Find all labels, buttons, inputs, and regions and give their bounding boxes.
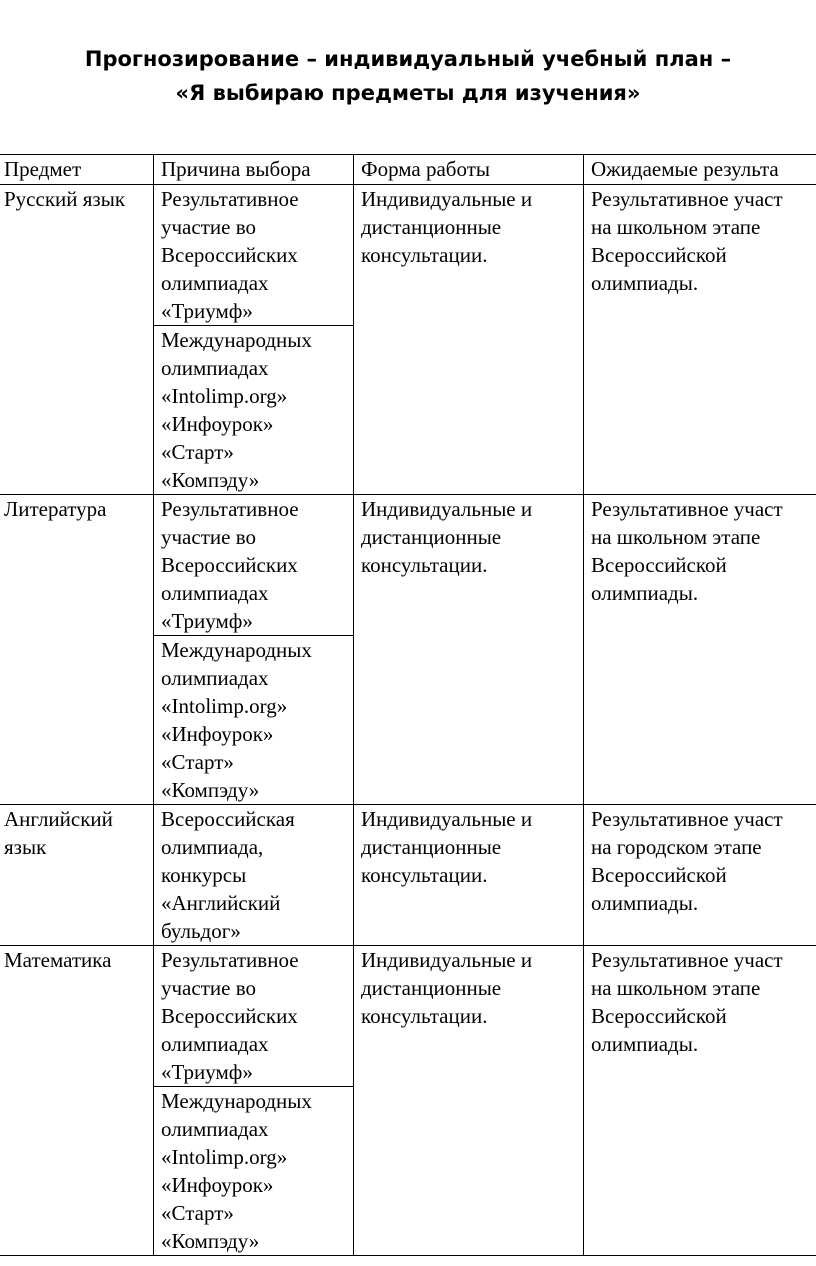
- document-title-line-1: Прогнозирование – индивидуальный учебный план –: [84, 47, 732, 71]
- header-result: Ожидаемые результа: [584, 155, 816, 185]
- result-cell: Результативное участ на школьном этапе Всероссийской олимпиады.: [584, 495, 816, 805]
- document-title-line-2: «Я выбираю предметы для изучения»: [175, 81, 641, 105]
- table-row: [0, 946, 816, 1087]
- reason-cell: Результативное участие во Всероссийских олимпиадах «Триумф»: [154, 946, 354, 1087]
- result-cell: Результативное участ на городском этапе Всероссийской олимпиады.: [584, 805, 816, 946]
- result-cell: Результативное участ на школьном этапе Всероссийской олимпиады.: [584, 185, 816, 495]
- subject-cell: Русский язык: [0, 185, 154, 495]
- reason-cell: Всероссийская олимпиада, конкурсы «Английский бульдог»: [154, 805, 354, 946]
- form-cell: Индивидуальные и дистанционные консультации.: [354, 495, 584, 805]
- table-header-row: [0, 155, 816, 185]
- reason-cell: Международных олимпиадах «Intolimp.org» «Инфоурок» «Старт» «Компэду»: [154, 636, 354, 805]
- subject-cell: Математика: [0, 946, 154, 1256]
- result-cell: Результативное участ на школьном этапе Всероссийской олимпиады.: [584, 946, 816, 1256]
- form-cell: Индивидуальные и дистанционные консультации.: [354, 946, 584, 1256]
- form-cell: Индивидуальные и дистанционные консультации.: [354, 185, 584, 495]
- table-row: [0, 495, 816, 636]
- study-plan-table: [0, 154, 816, 1256]
- form-cell: Индивидуальные и дистанционные консультации.: [354, 805, 584, 946]
- reason-cell: Результативное участие во Всероссийских олимпиадах «Триумф»: [154, 185, 354, 326]
- subject-cell: Английский язык: [0, 805, 154, 946]
- reason-cell: Результативное участие во Всероссийских олимпиадах «Триумф»: [154, 495, 354, 636]
- header-reason: Причина выбора: [154, 155, 354, 185]
- subject-cell: Литература: [0, 495, 154, 805]
- reason-cell: Международных олимпиадах «Intolimp.org» «Инфоурок» «Старт» «Компэду»: [154, 1087, 354, 1256]
- header-form: Форма работы: [354, 155, 584, 185]
- table-row: [0, 185, 816, 326]
- header-subject: Предмет: [0, 155, 154, 185]
- table-row: [0, 805, 816, 946]
- reason-cell: Международных олимпиадах «Intolimp.org» «Инфоурок» «Старт» «Компэду»: [154, 326, 354, 495]
